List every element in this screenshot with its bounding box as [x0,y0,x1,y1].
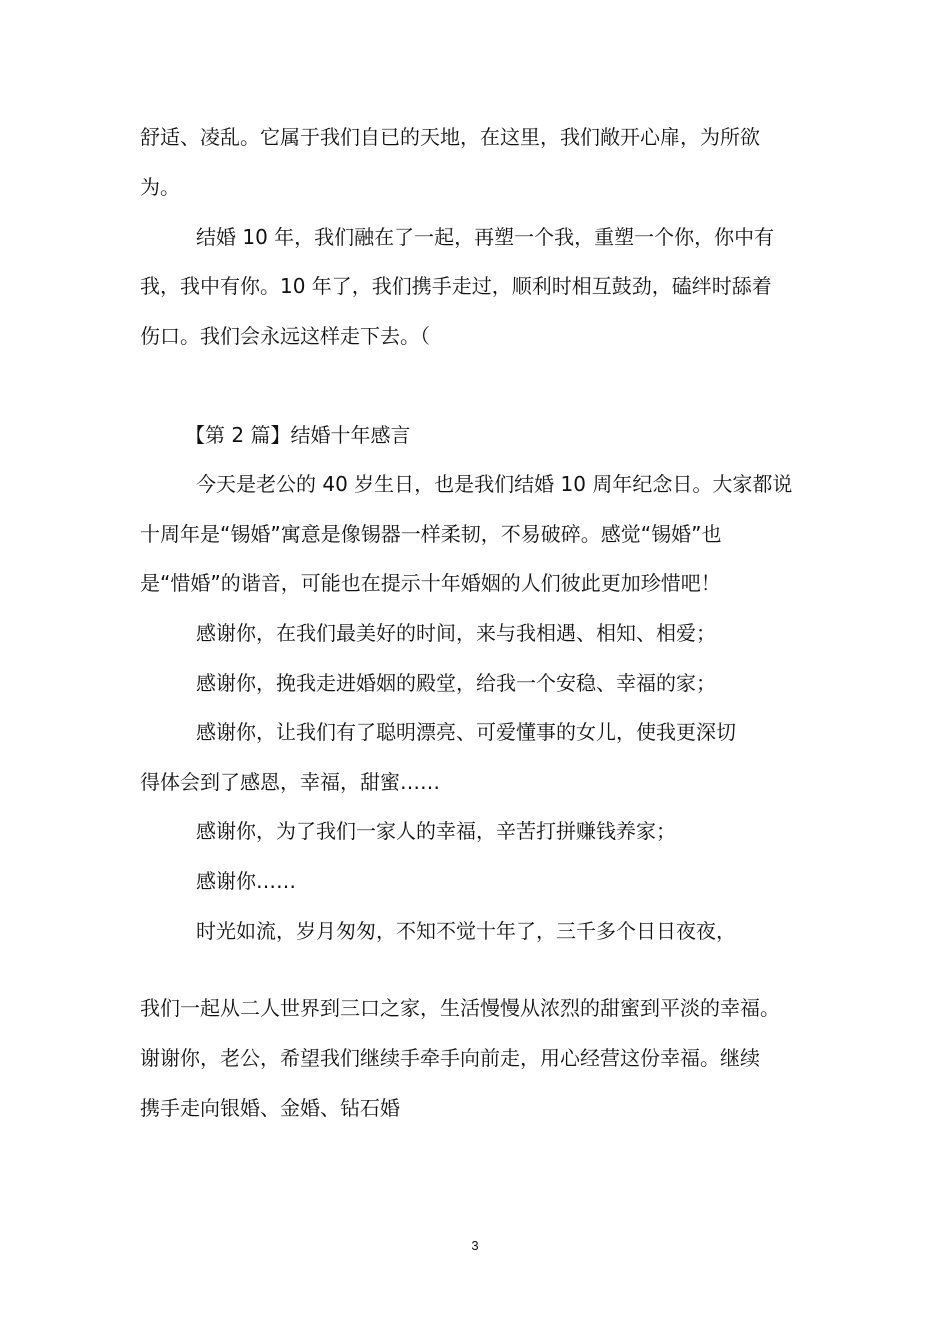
paragraph-line: 伤口。我们会永远这样走下去。（ [140,324,430,348]
paragraph-line: 谢谢你，老公，希望我们继续手牵手向前走，用心经营这份幸福。继续 [140,1046,760,1070]
paragraph-line: 是“惜婚”的谐音，可能也在提示十年婚姻的人们彼此更加珍惜吧！ [140,571,721,595]
paragraph-line: 我，我中有你。10 年了，我们携手走过，顺利时相互鼓劲，磕绊时舔着 [140,274,772,298]
paragraph-line: 时光如流，岁月匆匆，不知不觉十年了，三千多个日日夜夜， [196,919,736,943]
paragraph-line: 感谢你，让我们有了聪明漂亮、可爱懂事的女儿，使我更深切 [196,720,736,744]
paragraph-line: 感谢你，为了我们一家人的幸福，辛苦打拼赚钱养家； [196,819,676,843]
paragraph-line: 携手走向银婚、金婚、钻石婚 [140,1096,400,1120]
paragraph-line: 结婚 10 年，我们融在了一起，再塑一个我，重塑一个你，你中有 [196,225,775,249]
paragraph-line: 为。 [140,175,180,199]
paragraph-line: 感谢你，在我们最美好的时间，来与我相遇、相知、相爱； [196,621,716,645]
paragraph-line: 十周年是“锡婚”寓意是像锡器一样柔韧，不易破碎。感觉“锡婚”也 [140,522,722,546]
paragraph-line: 感谢你…… [196,869,296,893]
paragraph-line: 我们一起从二人世界到三口之家，生活慢慢从浓烈的甜蜜到平淡的幸福。 [140,996,780,1020]
page-number: 3 [471,1238,479,1253]
section-heading: 【第 2 篇】结婚十年感言 [185,423,411,447]
paragraph-line: 得体会到了感恩，幸福，甜蜜…… [140,770,440,794]
paragraph-line: 今天是老公的 40 岁生日，也是我们结婚 10 周年纪念日。大家都说 [196,472,793,496]
paragraph-line: 舒适、凌乱。它属于我们自已的天地，在这里，我们敞开心扉，为所欲 [140,125,760,149]
paragraph-line: 感谢你，挽我走进婚姻的殿堂，给我一个安稳、幸福的家； [196,671,716,695]
